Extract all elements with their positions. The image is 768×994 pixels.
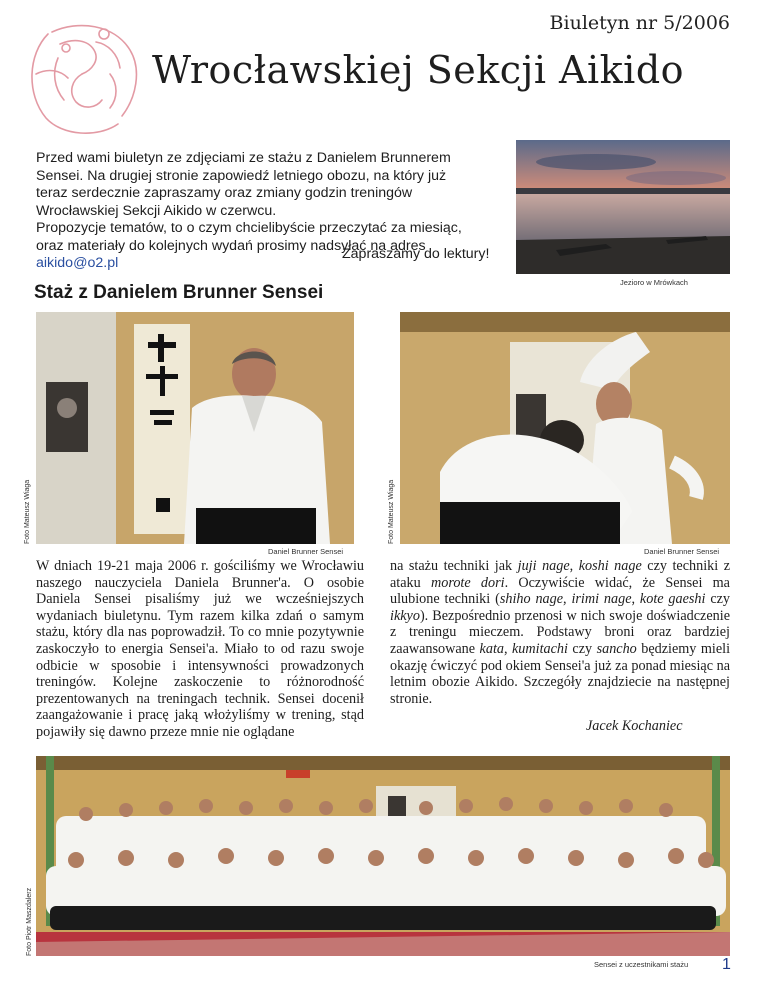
aikido-logo [18, 14, 148, 138]
article-column-1: W dniach 19-21 maja 2006 r. gościliśmy we Wrocławiu naszego nauczyciela Daniela Brunner'a. O osobie Daniela Sensei pisaliśmy już we wcześniejszych wydaniach biuletynu. Tym razem kilka zdań o samym stażu, który dla nas poprowadził. To co mnie pozytywnie zaskoczyło to energia Sensei'a. Miało to od razu swoje odbicie w sposobie i intensywności prowadzonych treningów. Kolejne zaskoczenie to różnorodność prezentowanych na treningach technik. Sensei docenił zaangażowanie i pracę jaką włożyliśmy w trening, stąd pojawiły się dawno przeze mnie nie oglądane [36, 558, 364, 740]
intro-line: Wrocławskiej Sekcji Aikido w czerwcu. [36, 202, 277, 219]
technique-term: ikkyo [390, 607, 420, 624]
closing-line: Zapraszamy do lektury! [342, 246, 490, 262]
intro-line: Przed wami biuletyn ze zdjęciami ze stażu z Danielem Brunnerem [36, 150, 451, 166]
lake-photo [516, 140, 730, 274]
article-column-2 [390, 558, 730, 707]
newsletter-title: Wrocławskiej Sekcji Aikido [152, 48, 685, 92]
text-fragment: czy [567, 640, 597, 657]
photo-1-caption: Daniel Brunner Sensei [268, 547, 344, 556]
text-fragment: na stażu techniki jak [390, 558, 518, 574]
text-fragment: czy techniki z ataku [390, 558, 730, 591]
technique-term: juji nage [517, 558, 570, 574]
text-fragment: będziemy mieli okazję ćwiczyć pod okiem Sensei'a już za ponad miesiąc na letnim obozie Aikido. Szczegóły znajdziecie na następnej stronie. [390, 640, 731, 707]
text-fragment: , [563, 591, 572, 608]
technique-term: shiho nage [499, 591, 564, 608]
group-photo-credit: Foto Piotr Maszdalerz [26, 887, 33, 956]
group-photo [36, 756, 730, 956]
page-number: 1 [722, 956, 731, 973]
technique-term: kata [479, 640, 504, 657]
photo-2-caption: Daniel Brunner Sensei [644, 547, 720, 556]
text-fragment: , [569, 558, 579, 574]
contact-email-link[interactable]: aikido@o2.pl [36, 255, 119, 271]
article-heading: Staż z Danielem Brunner Sensei [34, 282, 324, 303]
sensei-photo-2 [400, 312, 730, 544]
issue-number: Biuletyn nr 5/2006 [549, 12, 730, 34]
intro-line: Sensei. Na drugiej stronie zapowiedź letniego obozu, na który już [36, 167, 447, 184]
technique-term: sancho [596, 640, 637, 657]
text-fragment: , [631, 591, 640, 608]
article-author: Jacek Kochaniec [586, 718, 683, 734]
group-photo-caption: Sensei z uczestnikami stażu [594, 960, 689, 969]
photo-1-credit: Foto Mateusz Wiaga [24, 479, 31, 544]
technique-term: koshi nage [578, 558, 642, 574]
intro-line: Propozycje tematów, to o czym chcielibyście przeczytać za miesiąc, [36, 220, 462, 236]
technique-term: irimi nage [571, 591, 632, 608]
text-fragment: , [503, 640, 512, 657]
intro-line: oraz materiały do kolejnych wydań prosimy nadsyłać na adres [36, 237, 426, 254]
technique-term: kumitachi [512, 640, 568, 657]
photo-2-credit: Foto Mateusz Wiaga [388, 479, 395, 544]
technique-term: kote gaeshi [639, 591, 706, 608]
lake-photo-caption: Jezioro w Mrówkach [620, 278, 688, 287]
intro-line: teraz serdecznie zapraszamy oraz zmiany godzin treningów [36, 185, 413, 201]
text-fragment: . Oczywiście widać, że Sensei ma ulubione techniki ( [390, 574, 730, 608]
text-fragment: ). Bezpośrednio przenosi w nich swoje doświadczenie z treningu mieczem. Podstawy broni oraz bardziej zaawansowane [390, 607, 730, 657]
text-fragment: czy [705, 591, 731, 608]
sensei-photo-1 [36, 312, 354, 544]
technique-term: morote dori [430, 574, 505, 591]
